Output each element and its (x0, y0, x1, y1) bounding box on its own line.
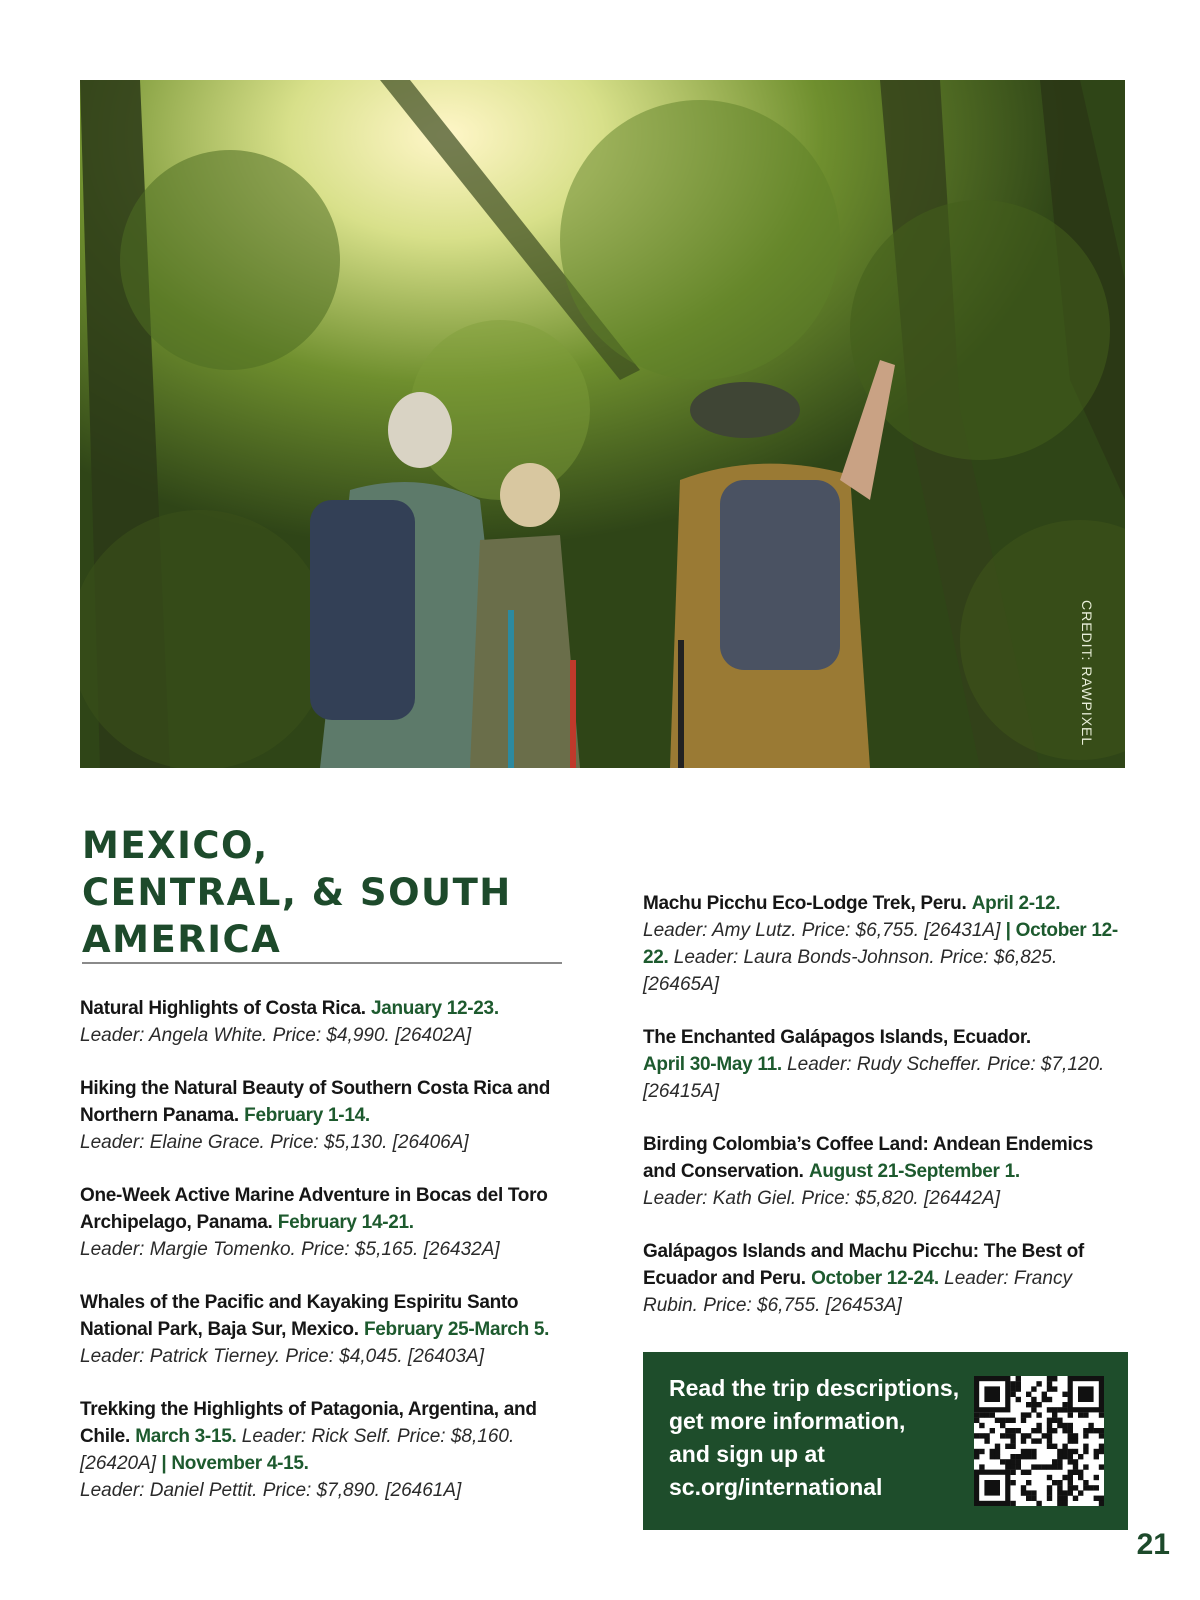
signup-callout (643, 1352, 1128, 1530)
trip-dates-second: | November 4-15. (161, 1453, 309, 1474)
trip-title: Machu Picchu Eco-Lodge Trek, Peru. (643, 893, 967, 914)
trip-title: Whales of the Pacific and Kayaking Espiritu Santo National Park, Baja Sur, Mexico. (80, 1292, 519, 1340)
trip-details: Leader: Rudy Scheffer. Price: $7,120. [26415A] (643, 1054, 1105, 1102)
trip-title: The Enchanted Galápagos Islands, Ecuador. (643, 1027, 1031, 1048)
trip-details: Leader: Rick Self. Price: $8,160. [26420A] (80, 1426, 515, 1474)
callout-text: Read the trip descriptions, get more information, and sign up at sc.org/international (669, 1375, 960, 1500)
trip-title: Galápagos Islands and Machu Picchu: The Best of Ecuador and Peru. (643, 1241, 1084, 1289)
trip-title: Trekking the Highlights of Patagonia, Argentina, and Chile. (80, 1399, 537, 1447)
trip-details: Leader: Amy Lutz. Price: $6,755. [26431A] (643, 920, 1001, 941)
trip-details: Leader: Angela White. Price: $4,990. [26402A] (80, 1025, 472, 1046)
trip-details: Leader: Elaine Grace. Price: $5,130. [26406A] (80, 1132, 469, 1153)
heading-line: MEXICO, (82, 824, 269, 867)
trip-title: One-Week Active Marine Adventure in Bocas del Toro Archipelago, Panama. (80, 1185, 548, 1233)
trip-details-second: Leader: Daniel Pettit. Price: $7,890. [26461A] (80, 1480, 462, 1501)
trip-dates: February 1-14. (244, 1105, 370, 1126)
trip-dates-second: | October 12-22. (643, 920, 1118, 968)
trip-entry (80, 995, 560, 1049)
trip-details: Leader: Patrick Tierney. Price: $4,045. [26403A] (80, 1346, 484, 1367)
qr-code-graphic (974, 1376, 1104, 1506)
trip-dates: February 25-March 5. (363, 1319, 550, 1340)
trip-details-second: Leader: Laura Bonds-Johnson. Price: $6,825. [26465A] (643, 947, 1058, 995)
trip-title: Hiking the Natural Beauty of Southern Costa Rica and Northern Panama. (80, 1078, 551, 1126)
trip-entry (80, 1289, 560, 1370)
section-heading (82, 822, 562, 963)
trip-list-left (80, 995, 560, 1530)
trip-entry (80, 1182, 560, 1263)
trip-list-right (643, 890, 1128, 1345)
trip-dates: April 2-12. (971, 893, 1061, 914)
heading-divider (82, 962, 562, 964)
photo-credit: CREDIT: RAWPIXEL (1079, 600, 1095, 747)
trip-entry (80, 1075, 560, 1156)
trip-entry (643, 1131, 1128, 1212)
trip-dates: February 14-21. (277, 1212, 414, 1233)
forest-hikers-image (80, 80, 1125, 768)
page-number: 21 (1136, 1528, 1170, 1561)
trip-dates: October 12-24. (811, 1268, 939, 1289)
trip-dates: April 30-May 11. (643, 1054, 782, 1075)
trip-details: Leader: Francy Rubin. Price: $6,755. [26453A] (643, 1268, 1072, 1316)
trip-entry (643, 1238, 1128, 1319)
hero-photo (80, 80, 1125, 768)
trip-title: Natural Highlights of Costa Rica. (80, 998, 366, 1019)
trip-dates: January 12-23. (370, 998, 499, 1019)
trip-entry (643, 1024, 1128, 1105)
heading-line: AMERICA (82, 918, 282, 961)
trip-dates: August 21-September 1. (808, 1161, 1020, 1182)
trip-dates: March 3-15. (135, 1426, 237, 1447)
trip-details: Leader: Margie Tomenko. Price: $5,165. [26432A] (80, 1239, 500, 1260)
trip-title: Birding Colombia’s Coffee Land: Andean Endemics and Conservation. (643, 1134, 1094, 1182)
trip-entry (80, 1396, 560, 1504)
heading-line: CENTRAL, & SOUTH (82, 871, 512, 914)
trip-details: Leader: Kath Giel. Price: $5,820. [26442A] (643, 1188, 1001, 1209)
qr-code-icon[interactable] (974, 1376, 1104, 1506)
trip-entry (643, 890, 1128, 998)
